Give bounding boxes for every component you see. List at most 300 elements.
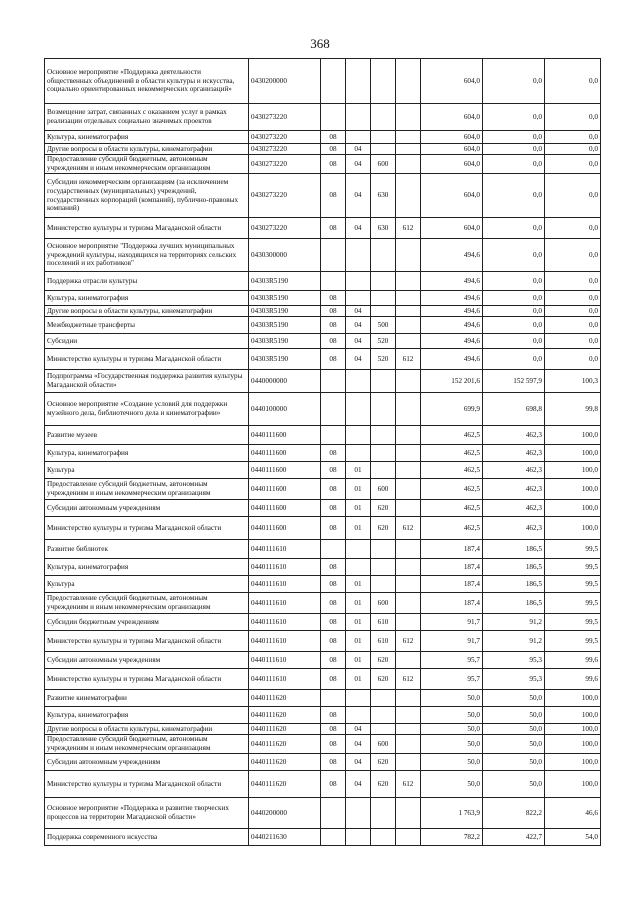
row-code: 0440211630: [249, 829, 321, 846]
table-row: [45, 272, 601, 291]
row-plan-amount: 462,5: [421, 426, 483, 445]
row-name: Поддержка отрасли культуры: [45, 272, 249, 291]
row-code: 0440111610: [249, 614, 321, 631]
row-ministry-code: [396, 593, 421, 614]
row-code: 0440111620: [249, 754, 321, 771]
row-plan-amount: 462,5: [421, 500, 483, 517]
row-actual-amount: 0,0: [483, 104, 545, 131]
row-subsection: [346, 426, 371, 445]
row-code: 0430273220: [249, 155, 321, 174]
table-row: [45, 798, 601, 829]
table-row: [45, 239, 601, 272]
row-actual-amount: 0,0: [483, 144, 545, 155]
row-name: Основное мероприятие "Поддержка лучших муниципальных учреждений культуры, находящихся на территориях сельских поселений и их работников": [45, 239, 249, 272]
row-actual-amount: 186,5: [483, 559, 545, 576]
row-ministry-code: [396, 291, 421, 306]
row-percent: 100,0: [545, 479, 601, 500]
table-row: [45, 614, 601, 631]
row-expense-type: 620: [371, 517, 396, 540]
row-ministry-code: [396, 59, 421, 104]
row-plan-amount: 462,5: [421, 517, 483, 540]
row-expense-type: 630: [371, 174, 396, 218]
row-section: 08: [321, 131, 346, 144]
row-actual-amount: 0,0: [483, 155, 545, 174]
row-expense-type: [371, 707, 396, 724]
row-actual-amount: 822,2: [483, 798, 545, 829]
row-expense-type: [371, 239, 396, 272]
row-code: 0430273220: [249, 131, 321, 144]
row-ministry-code: 612: [396, 631, 421, 652]
row-percent: 100,0: [545, 724, 601, 735]
table-row: [45, 754, 601, 771]
row-plan-amount: 494,6: [421, 306, 483, 317]
row-name: Культура, кинематография: [45, 291, 249, 306]
row-expense-type: [371, 104, 396, 131]
table-row: [45, 144, 601, 155]
row-code: 0430273220: [249, 174, 321, 218]
row-plan-amount: 1 763,9: [421, 798, 483, 829]
row-name: Развитие музеев: [45, 426, 249, 445]
table-row: [45, 517, 601, 540]
row-percent: 99,8: [545, 393, 601, 426]
row-percent: 0,0: [545, 155, 601, 174]
row-section: [321, 370, 346, 393]
row-expense-type: [371, 306, 396, 317]
row-actual-amount: 0,0: [483, 131, 545, 144]
row-subsection: [346, 559, 371, 576]
row-code: 0440111620: [249, 735, 321, 754]
row-name: Основное мероприятие «Создание условий для поддержки музейного дела, библиотечного дела и кинематографии»: [45, 393, 249, 426]
row-plan-amount: 187,4: [421, 540, 483, 559]
row-name: Основное мероприятие «Поддержка деятельности общественных объединений в области культуры и искусства, социально ориентированных некоммерческих организаций»: [45, 59, 249, 104]
row-section: 08: [321, 155, 346, 174]
row-plan-amount: 187,4: [421, 559, 483, 576]
row-ministry-code: [396, 393, 421, 426]
row-expense-type: [371, 724, 396, 735]
row-plan-amount: 604,0: [421, 131, 483, 144]
row-section: [321, 829, 346, 846]
row-name: Культура, кинематография: [45, 445, 249, 462]
row-plan-amount: 50,0: [421, 690, 483, 707]
table-row: [45, 426, 601, 445]
row-section: 08: [321, 317, 346, 334]
row-actual-amount: 0,0: [483, 317, 545, 334]
page-number: 368: [310, 36, 330, 51]
row-name: Министерство культуры и туризма Магаданской области: [45, 349, 249, 370]
row-expense-type: 620: [371, 771, 396, 798]
row-subsection: 01: [346, 479, 371, 500]
row-code: 0440000000: [249, 370, 321, 393]
row-expense-type: 610: [371, 614, 396, 631]
row-actual-amount: 91,2: [483, 614, 545, 631]
row-code: 0440111600: [249, 479, 321, 500]
row-actual-amount: 50,0: [483, 690, 545, 707]
row-percent: 100,0: [545, 500, 601, 517]
row-ministry-code: [396, 540, 421, 559]
row-subsection: 04: [346, 735, 371, 754]
row-section: 08: [321, 334, 346, 349]
row-expense-type: [371, 426, 396, 445]
row-percent: 0,0: [545, 291, 601, 306]
row-section: 08: [321, 614, 346, 631]
row-ministry-code: [396, 445, 421, 462]
row-subsection: [346, 540, 371, 559]
row-actual-amount: 186,5: [483, 593, 545, 614]
row-section: 08: [321, 291, 346, 306]
row-code: 04303R5190: [249, 291, 321, 306]
row-expense-type: [371, 272, 396, 291]
row-percent: 0,0: [545, 349, 601, 370]
row-code: 0440200000: [249, 798, 321, 829]
row-code: 0440100000: [249, 393, 321, 426]
row-name: Основное мероприятие «Поддержка и развитие творческих процессов на территории Магаданской области»: [45, 798, 249, 829]
row-name: Культура, кинематография: [45, 559, 249, 576]
row-subsection: [346, 239, 371, 272]
table-row: [45, 652, 601, 669]
row-name: Предоставление субсидий бюджетным, автономным учреждениям и иным некоммерческим организациям: [45, 155, 249, 174]
row-name: Другие вопросы в области культуры, кинематографии: [45, 724, 249, 735]
row-percent: 0,0: [545, 104, 601, 131]
row-code: 0440111620: [249, 771, 321, 798]
row-expense-type: 630: [371, 218, 396, 239]
row-plan-amount: 604,0: [421, 59, 483, 104]
row-code: 04303R5190: [249, 317, 321, 334]
table-row: [45, 291, 601, 306]
row-percent: 100,0: [545, 735, 601, 754]
row-ministry-code: [396, 131, 421, 144]
row-actual-amount: 462,3: [483, 479, 545, 500]
row-actual-amount: 0,0: [483, 306, 545, 317]
row-actual-amount: 0,0: [483, 291, 545, 306]
row-ministry-code: [396, 426, 421, 445]
row-plan-amount: 187,4: [421, 576, 483, 593]
table-row: [45, 349, 601, 370]
row-section: [321, 798, 346, 829]
row-subsection: [346, 393, 371, 426]
row-section: 08: [321, 559, 346, 576]
row-plan-amount: 50,0: [421, 771, 483, 798]
row-actual-amount: 50,0: [483, 771, 545, 798]
row-subsection: 04: [346, 218, 371, 239]
row-plan-amount: 50,0: [421, 707, 483, 724]
row-percent: 0,0: [545, 239, 601, 272]
row-expense-type: [371, 576, 396, 593]
row-ministry-code: [396, 614, 421, 631]
row-code: 0440111620: [249, 724, 321, 735]
row-subsection: [346, 370, 371, 393]
row-expense-type: [371, 393, 396, 426]
row-ministry-code: [396, 798, 421, 829]
row-actual-amount: 0,0: [483, 334, 545, 349]
row-ministry-code: [396, 707, 421, 724]
row-plan-amount: 604,0: [421, 144, 483, 155]
row-plan-amount: 50,0: [421, 724, 483, 735]
row-actual-amount: 462,3: [483, 462, 545, 479]
table-row: [45, 559, 601, 576]
row-percent: 0,0: [545, 218, 601, 239]
row-ministry-code: 612: [396, 349, 421, 370]
row-ministry-code: 612: [396, 771, 421, 798]
row-section: 08: [321, 771, 346, 798]
row-ministry-code: [396, 239, 421, 272]
row-name: Подпрограмма «Государственная поддержка развития культуры Магаданской области»: [45, 370, 249, 393]
row-actual-amount: 698,8: [483, 393, 545, 426]
row-code: 0440111620: [249, 690, 321, 707]
row-expense-type: [371, 559, 396, 576]
table-row: [45, 334, 601, 349]
row-section: [321, 239, 346, 272]
row-actual-amount: 0,0: [483, 239, 545, 272]
row-code: 0440111610: [249, 593, 321, 614]
row-plan-amount: 604,0: [421, 218, 483, 239]
row-expense-type: [371, 291, 396, 306]
table-row: [45, 370, 601, 393]
row-code: 0430300000: [249, 239, 321, 272]
row-percent: 99,5: [545, 559, 601, 576]
row-section: 08: [321, 631, 346, 652]
row-plan-amount: 494,6: [421, 334, 483, 349]
row-name: Межбюджетные трансферты: [45, 317, 249, 334]
row-expense-type: [371, 462, 396, 479]
row-plan-amount: 50,0: [421, 754, 483, 771]
row-ministry-code: 612: [396, 669, 421, 690]
row-subsection: [346, 445, 371, 462]
row-section: 08: [321, 500, 346, 517]
row-ministry-code: [396, 500, 421, 517]
row-expense-type: 600: [371, 479, 396, 500]
row-code: 0440111610: [249, 559, 321, 576]
row-ministry-code: [396, 462, 421, 479]
row-percent: 99,5: [545, 631, 601, 652]
row-expense-type: [371, 370, 396, 393]
row-percent: 0,0: [545, 131, 601, 144]
row-percent: 0,0: [545, 317, 601, 334]
row-ministry-code: [396, 370, 421, 393]
row-name: Культура, кинематография: [45, 707, 249, 724]
row-expense-type: [371, 144, 396, 155]
row-code: 0440111610: [249, 631, 321, 652]
row-subsection: 04: [346, 155, 371, 174]
row-expense-type: [371, 540, 396, 559]
row-ministry-code: [396, 559, 421, 576]
row-percent: 0,0: [545, 144, 601, 155]
row-subsection: 04: [346, 724, 371, 735]
table-row: [45, 317, 601, 334]
row-plan-amount: 494,6: [421, 349, 483, 370]
table-row: [45, 540, 601, 559]
row-actual-amount: 0,0: [483, 272, 545, 291]
row-section: [321, 59, 346, 104]
table-row: [45, 306, 601, 317]
row-ministry-code: [396, 652, 421, 669]
row-subsection: 01: [346, 631, 371, 652]
table-row: [45, 462, 601, 479]
row-ministry-code: [396, 576, 421, 593]
row-ministry-code: [396, 479, 421, 500]
row-actual-amount: 95,3: [483, 652, 545, 669]
row-ministry-code: 612: [396, 218, 421, 239]
row-percent: 0,0: [545, 334, 601, 349]
row-actual-amount: 186,5: [483, 576, 545, 593]
row-plan-amount: 187,4: [421, 593, 483, 614]
row-expense-type: 610: [371, 631, 396, 652]
row-subsection: [346, 131, 371, 144]
row-code: 04303R5190: [249, 349, 321, 370]
table-row: [45, 104, 601, 131]
row-name: Предоставление субсидий бюджетным, автономным учреждениям и иным некоммерческим организациям: [45, 593, 249, 614]
row-section: 08: [321, 517, 346, 540]
row-subsection: 01: [346, 500, 371, 517]
row-percent: 100,0: [545, 517, 601, 540]
row-percent: 0,0: [545, 306, 601, 317]
row-percent: 99,5: [545, 540, 601, 559]
row-subsection: 04: [346, 174, 371, 218]
row-name: Другие вопросы в области культуры, кинематографии: [45, 306, 249, 317]
row-ministry-code: [396, 754, 421, 771]
row-expense-type: 500: [371, 317, 396, 334]
row-subsection: [346, 291, 371, 306]
row-code: 0430273220: [249, 218, 321, 239]
row-expense-type: [371, 829, 396, 846]
table-row: [45, 155, 601, 174]
row-actual-amount: 50,0: [483, 754, 545, 771]
row-expense-type: [371, 59, 396, 104]
table-row: [45, 593, 601, 614]
table-row: [45, 724, 601, 735]
row-expense-type: 620: [371, 500, 396, 517]
table-row: [45, 771, 601, 798]
table-row: [45, 576, 601, 593]
row-name: Культура, кинематография: [45, 131, 249, 144]
row-name: Развитие кинематографии: [45, 690, 249, 707]
row-code: 0430273220: [249, 144, 321, 155]
row-name: Министерство культуры и туризма Магаданской области: [45, 218, 249, 239]
row-plan-amount: 95,7: [421, 669, 483, 690]
row-percent: 100,0: [545, 771, 601, 798]
row-expense-type: 600: [371, 735, 396, 754]
row-percent: 99,5: [545, 593, 601, 614]
row-subsection: 04: [346, 306, 371, 317]
row-section: [321, 426, 346, 445]
row-ministry-code: [396, 829, 421, 846]
table-row: [45, 669, 601, 690]
row-expense-type: 620: [371, 754, 396, 771]
row-plan-amount: 604,0: [421, 155, 483, 174]
row-subsection: [346, 104, 371, 131]
row-ministry-code: [396, 155, 421, 174]
row-plan-amount: 604,0: [421, 174, 483, 218]
row-code: 0430273220: [249, 104, 321, 131]
row-section: 08: [321, 754, 346, 771]
row-section: 08: [321, 174, 346, 218]
row-plan-amount: 91,7: [421, 614, 483, 631]
row-name: Другие вопросы в области культуры, кинематографии: [45, 144, 249, 155]
row-ministry-code: 612: [396, 517, 421, 540]
row-section: 08: [321, 735, 346, 754]
row-actual-amount: 152 597,9: [483, 370, 545, 393]
row-ministry-code: [396, 104, 421, 131]
row-expense-type: [371, 131, 396, 144]
row-code: 0440111600: [249, 517, 321, 540]
row-actual-amount: 462,3: [483, 445, 545, 462]
row-actual-amount: 462,3: [483, 426, 545, 445]
row-subsection: [346, 707, 371, 724]
row-name: Министерство культуры и туризма Магаданской области: [45, 517, 249, 540]
row-actual-amount: 0,0: [483, 218, 545, 239]
row-code: 04303R5190: [249, 306, 321, 317]
row-code: 0440111600: [249, 426, 321, 445]
row-ministry-code: [396, 317, 421, 334]
row-expense-type: 620: [371, 669, 396, 690]
row-plan-amount: 494,6: [421, 291, 483, 306]
row-percent: 100,0: [545, 462, 601, 479]
row-plan-amount: 494,6: [421, 239, 483, 272]
row-plan-amount: 782,2: [421, 829, 483, 846]
row-name: Субсидии некоммерческим организациям (за исключением государственных (муниципальных) учреждений, государственных корпораций (компаний), публично-правовых компаний): [45, 174, 249, 218]
row-percent: 100,0: [545, 445, 601, 462]
row-code: 0440111600: [249, 445, 321, 462]
row-code: 0440111600: [249, 462, 321, 479]
row-section: 08: [321, 652, 346, 669]
row-code: 0440111610: [249, 576, 321, 593]
row-section: 08: [321, 593, 346, 614]
row-ministry-code: [396, 735, 421, 754]
row-subsection: 01: [346, 614, 371, 631]
row-subsection: 01: [346, 669, 371, 690]
row-section: [321, 690, 346, 707]
row-expense-type: [371, 690, 396, 707]
row-code: 0440111610: [249, 669, 321, 690]
row-actual-amount: 50,0: [483, 735, 545, 754]
row-section: 08: [321, 576, 346, 593]
row-subsection: 04: [346, 317, 371, 334]
row-percent: 99,5: [545, 614, 601, 631]
row-actual-amount: 0,0: [483, 174, 545, 218]
row-expense-type: 620: [371, 652, 396, 669]
row-actual-amount: 0,0: [483, 59, 545, 104]
row-name: Субсидии автономным учреждениям: [45, 500, 249, 517]
table-row: [45, 393, 601, 426]
row-code: 04303R5190: [249, 272, 321, 291]
row-code: 0440111610: [249, 540, 321, 559]
row-actual-amount: 50,0: [483, 707, 545, 724]
row-name: Субсидии автономным учреждениям: [45, 652, 249, 669]
row-expense-type: 600: [371, 155, 396, 174]
row-name: Министерство культуры и туризма Магаданской области: [45, 631, 249, 652]
row-plan-amount: 91,7: [421, 631, 483, 652]
budget-table: [44, 58, 601, 846]
row-plan-amount: 494,6: [421, 317, 483, 334]
row-section: 08: [321, 306, 346, 317]
row-name: Поддержка современного искусства: [45, 829, 249, 846]
row-plan-amount: 604,0: [421, 104, 483, 131]
row-subsection: 04: [346, 334, 371, 349]
row-code: 0430200000: [249, 59, 321, 104]
row-subsection: 04: [346, 771, 371, 798]
row-section: [321, 104, 346, 131]
row-percent: 100,3: [545, 370, 601, 393]
row-ministry-code: [396, 724, 421, 735]
row-actual-amount: 50,0: [483, 724, 545, 735]
table-row: [45, 707, 601, 724]
row-subsection: [346, 690, 371, 707]
row-percent: 100,0: [545, 426, 601, 445]
row-section: 08: [321, 669, 346, 690]
row-name: Субсидии автономным учреждениям: [45, 754, 249, 771]
row-expense-type: [371, 445, 396, 462]
row-section: 08: [321, 144, 346, 155]
row-section: 08: [321, 445, 346, 462]
